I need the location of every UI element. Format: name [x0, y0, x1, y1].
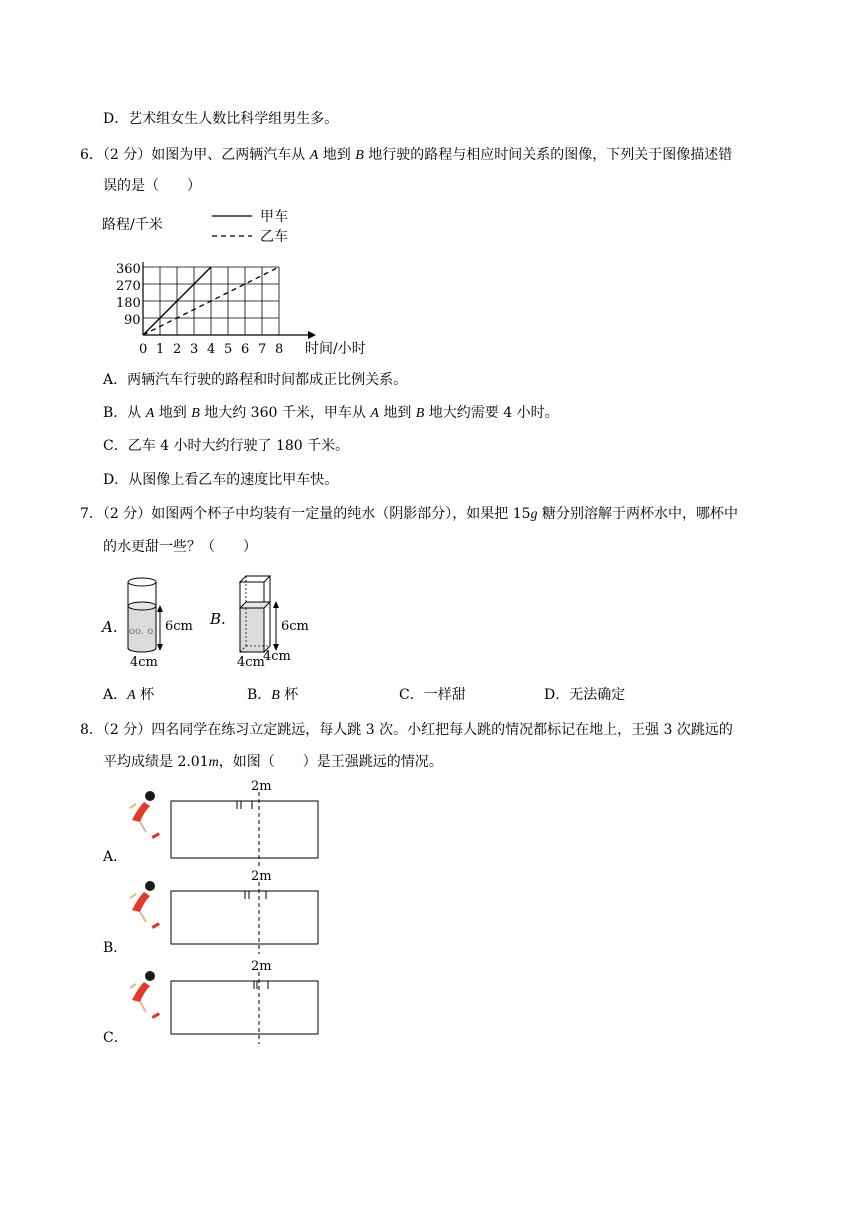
x-tick: 5 [224, 342, 233, 357]
cup-a-label: A. [102, 618, 118, 636]
q7-option-d: D．无法确定 [544, 687, 626, 703]
q7-option-b: B．B 杯 [247, 687, 299, 703]
2m-label: 2m [251, 779, 272, 794]
x-tick: 8 [275, 342, 284, 357]
q7-stem-line2: 的水更甜一些？（ ） [103, 539, 257, 555]
x-tick: 6 [241, 342, 250, 357]
y-tick: 90 [124, 313, 141, 328]
q7-option-a: A．A 杯 [103, 687, 155, 703]
q8-jump-figure-a [100, 778, 340, 868]
q6-option-c: C．乙车 4 小时大约行驶了 180 千米。 [103, 438, 350, 454]
q7-stem-line1: 7．（2 分）如图两个杯子中均装有一定量的纯水（阴影部分），如果把 15g 糖分别溶解于两杯水中，哪杯中 [80, 506, 738, 522]
cup-a-diameter: 4cm [130, 655, 158, 670]
legend-solid-label: 甲车 [260, 209, 288, 225]
jumper-icon [130, 881, 160, 929]
x-tick: 7 [258, 342, 267, 357]
q6-stem-line1: 6．（2 分）如图为甲、乙两辆汽车从 A 地到 B 地行驶的路程与相应时间关系的图像，下列关于图像描述错 [80, 147, 733, 163]
q8-option-c-label: C． [103, 1030, 128, 1046]
q6-option-d: D．从图像上看乙车的速度比甲车快。 [103, 472, 339, 488]
x-tick: 0 [139, 342, 148, 357]
q8-option-b-label: B． [103, 940, 128, 956]
q7-cups-figure [100, 572, 330, 672]
q8-jump-figure-c [100, 958, 340, 1048]
x-tick-labels [139, 342, 283, 357]
x-tick: 2 [173, 342, 182, 357]
x-tick: 3 [190, 342, 199, 357]
q8-stem-line1: 8．（2 分）四名同学在练习立定跳远，每人跳 3 次。小红把每人跳的情况都标记在地上，王强 3 次跳远的 [80, 722, 733, 738]
q8-option-a-label: A． [103, 849, 128, 865]
q5-option-d: D．艺术组女生人数比科学组男生多。 [103, 111, 339, 127]
prism-cup [240, 576, 270, 652]
cup-b-depth: 4cm [263, 649, 291, 664]
jumper-icon [130, 971, 160, 1019]
cylinder-cup [128, 578, 156, 652]
sand-pit [171, 981, 318, 1034]
x-tick: 1 [156, 342, 165, 357]
cup-b-label: B. [210, 610, 226, 628]
q6-stem-line2: 误的是（ ） [103, 178, 201, 194]
cup-a-height: 6cm [165, 619, 193, 634]
jumper-icon [130, 791, 160, 839]
y-tick-labels [116, 262, 141, 328]
y-tick: 180 [116, 296, 141, 311]
sugar-bubbles: oo. o [129, 626, 154, 637]
x-axis-label: 时间/小时 [305, 341, 366, 357]
q8-stem-line2: 平均成绩是 2.01m，如图（ ）是王强跳远的情况。 [103, 754, 443, 770]
cup-b-height: 6cm [281, 619, 309, 634]
cup-b-width: 4cm [237, 655, 265, 670]
2m-label: 2m [251, 959, 272, 974]
q8-jump-figure-b [100, 868, 340, 958]
q6-option-a: A．两辆汽车行驶的路程和时间都成正比例关系。 [103, 372, 408, 388]
x-tick: 4 [207, 342, 216, 357]
y-tick: 270 [116, 279, 141, 294]
2m-label: 2m [251, 869, 272, 884]
x-axis-arrow [308, 331, 316, 339]
y-axis-label: 路程/千米 [102, 217, 163, 233]
q7-option-c: C．一样甜 [399, 687, 466, 703]
q6-option-b: B．从 A 地到 B 地大约 360 千米，甲车从 A 地到 B 地大约需要 4 小时。 [103, 405, 559, 421]
sand-pit [171, 801, 318, 858]
legend-dashed-label: 乙车 [260, 229, 288, 245]
q6-distance-time-chart [100, 204, 390, 364]
y-tick: 360 [116, 262, 141, 277]
